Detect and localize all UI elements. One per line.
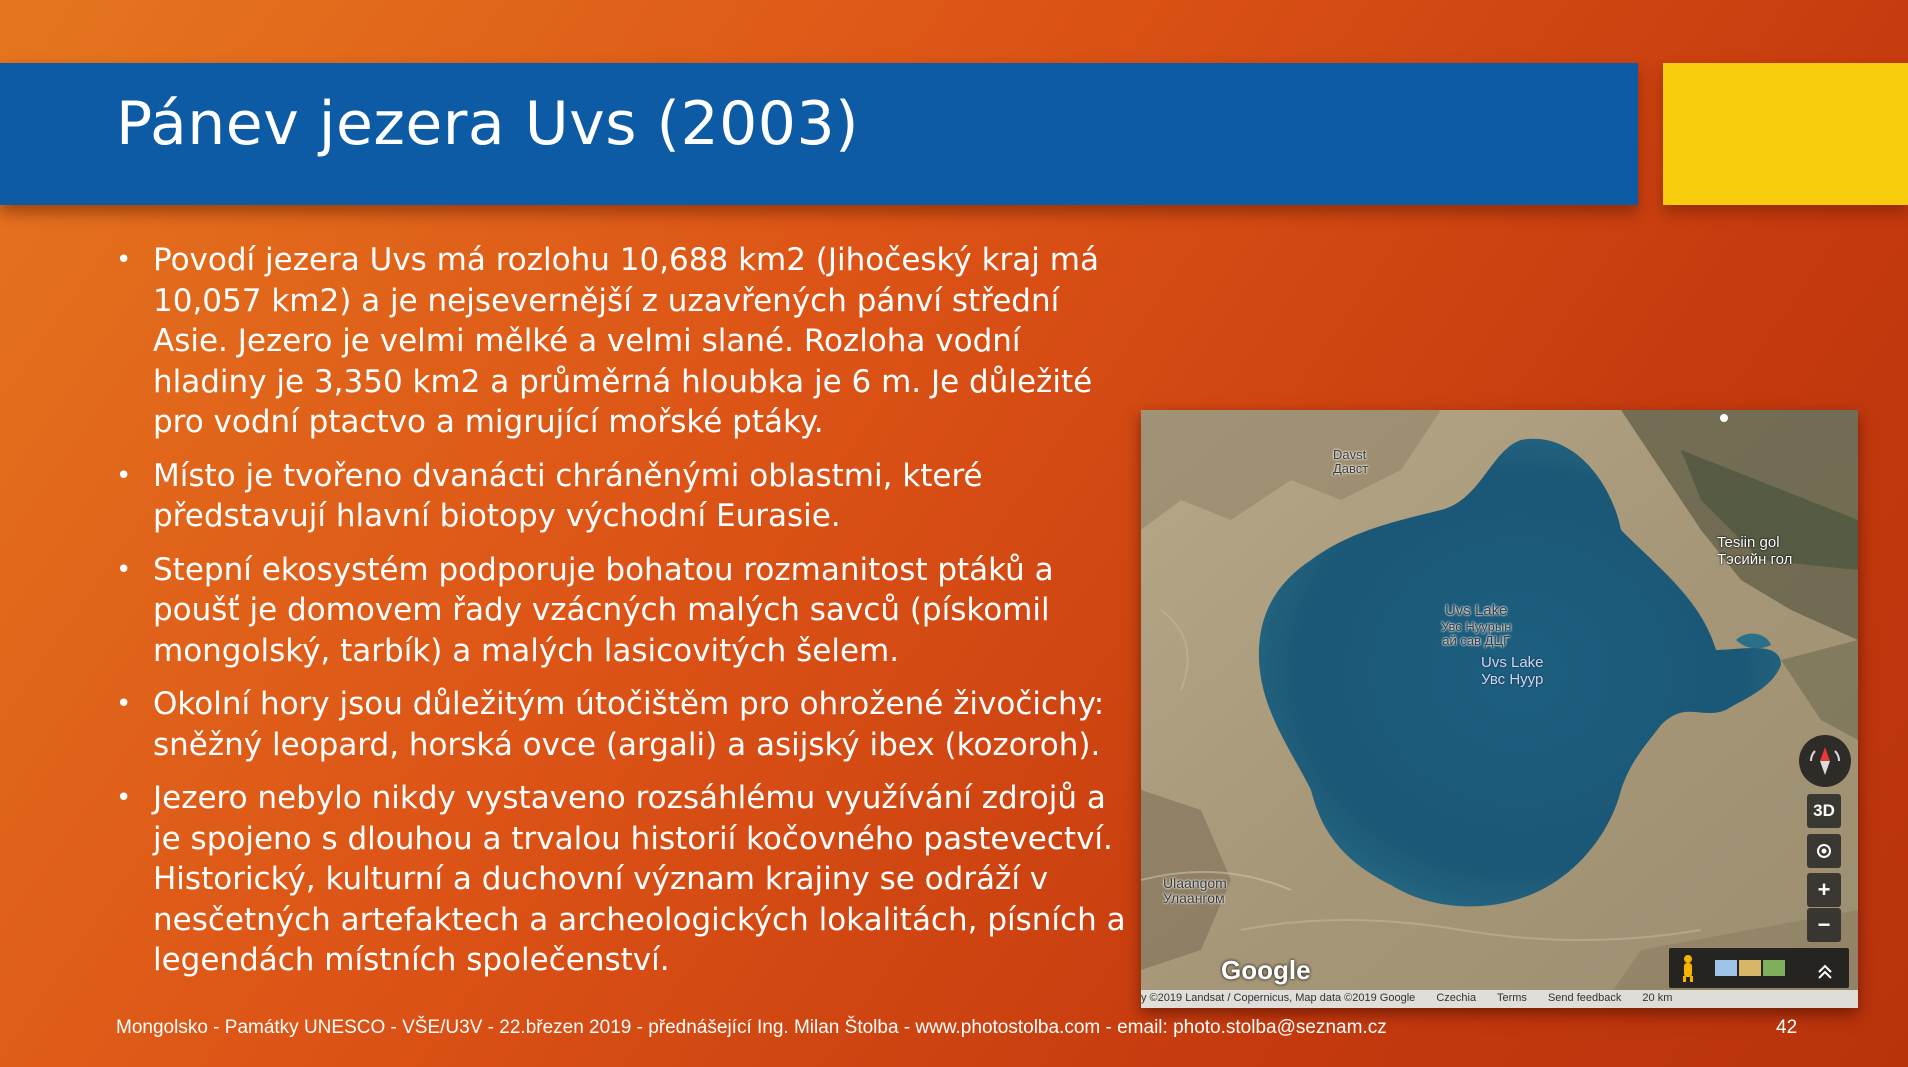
google-logo: Google	[1221, 955, 1311, 985]
map-label-davst: Davst Давст	[1333, 447, 1369, 477]
terms-link[interactable]: Terms	[1496, 992, 1527, 1004]
bullet-item: • Okolní hory jsou důležitým útočištěm pro ohrožené živočichy: sněžný leopard, horská ovce (argali) a asijský ibex (kozoroh).	[116, 684, 1126, 765]
zoom-out-button[interactable]: −	[1807, 908, 1841, 942]
attribution-bar	[1141, 990, 1858, 1008]
map-label-uvs-lake: Uvs Lake Увс Нуурын ай сав ДЦГ	[1441, 602, 1512, 648]
slide-title: Pánev jezera Uvs (2003)	[116, 89, 860, 159]
map-label-uvs-nuur: Uvs Lake Увс Нуур	[1481, 654, 1544, 688]
bullet-list	[116, 240, 1126, 994]
zoom-in-button[interactable]: +	[1807, 873, 1841, 907]
my-location-button[interactable]	[1807, 834, 1841, 868]
compass-icon	[1799, 735, 1851, 787]
scale-label: 20 km	[1642, 992, 1673, 1004]
page-number: 42	[1776, 1017, 1798, 1038]
map-layer-bar[interactable]	[1669, 948, 1849, 988]
map-label-tesiin-gol: Tesiin gol Тэсийн гол	[1717, 534, 1793, 568]
location-icon	[1807, 834, 1841, 868]
attribution-data: y ©2019 Landsat / Copernicus, Map data ©2019 Google	[1141, 992, 1416, 1004]
accent-box	[1663, 63, 1908, 205]
layer-thumbnails	[1669, 948, 1849, 988]
map-3d-button[interactable]: 3D	[1807, 794, 1841, 828]
attribution-country: Czechia	[1436, 992, 1477, 1004]
title-bar	[0, 63, 1638, 205]
send-feedback-link[interactable]: Send feedback	[1547, 992, 1622, 1004]
compass-control[interactable]	[1799, 735, 1851, 787]
map-label-ulaangom: Ulaangom Улаангом	[1163, 875, 1227, 907]
satellite-map[interactable]	[1141, 410, 1858, 1008]
footer-text: Mongolsko - Památky UNESCO - VŠE/U3V - 22.březen 2019 - přednášející Ing. Milan Štolba - www.photostolba.com - email: photo.stolba@seznam.cz	[116, 1017, 1387, 1038]
bullet-item: • Jezero nebylo nikdy vystaveno rozsáhlému využívání zdrojů a je spojeno s dlouhou a trvalou historií kočovného pastevectví. Historický, kulturní a duchovní význam krajiny se odráží v nesčetných artefaktech a archeologických lokalitách, písních a legendách místních společenství.	[116, 778, 1126, 981]
bullet-item: • Místo je tvořeno dvanácti chráněnými oblastmi, které představují hlavní biotopy východní Eurasie.	[116, 456, 1126, 537]
bullet-item: • Povodí jezera Uvs má rozlohu 10,688 km2 (Jihočeský kraj má 10,057 km2) a je nejsevernější z uzavřených pánví střední Asie. Jezero je velmi mělké a velmi slané. Rozloha vodní hladiny je 3,350 km2 a průměrná hloubka je 6 m. Je důležité pro vodní ptactvo a migrující mořské ptáky.	[116, 240, 1126, 443]
map-terrain	[1141, 410, 1858, 1008]
bullet-item: • Stepní ekosystém podporuje bohatou rozmanitost ptáků a poušť je domovem řady vzácných malých savců (pískomil mongolský, tarbík) a malých lasicovitých šelem.	[116, 550, 1126, 672]
